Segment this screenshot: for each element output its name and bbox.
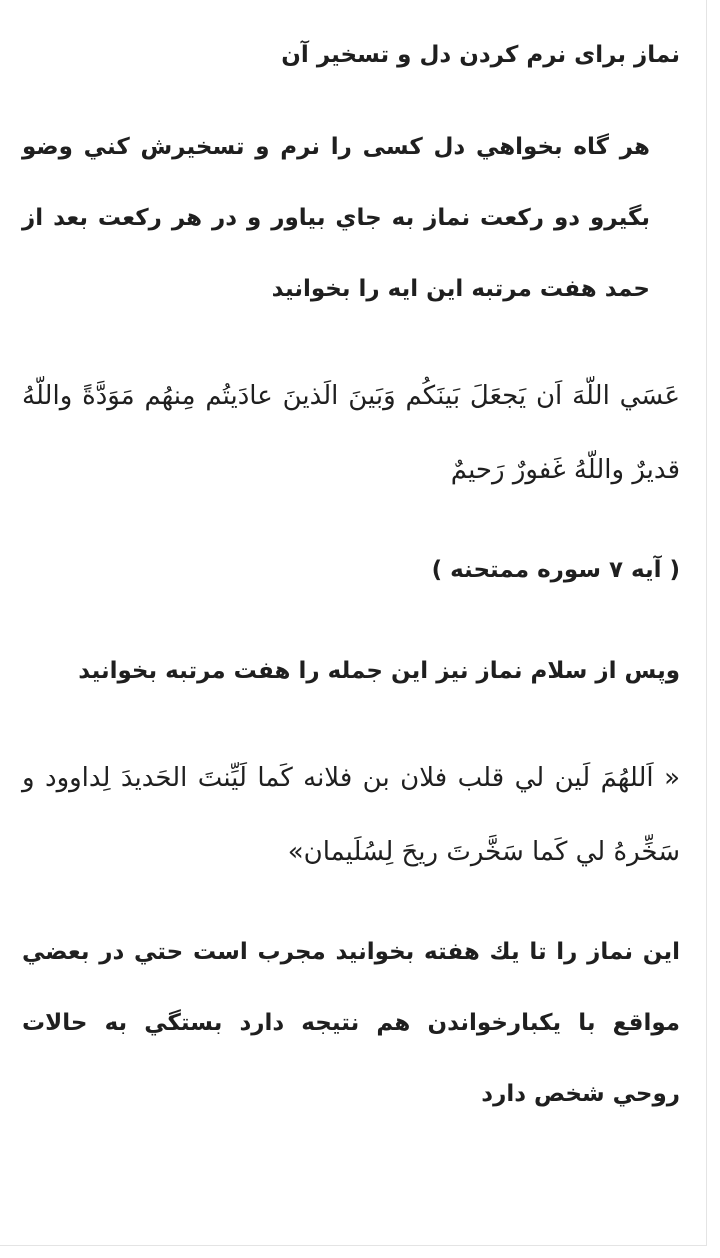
article-body [22,32,680,1164]
intro-paragraph: هر گاه بخواهي دل کسی را نرم و تسخيرش كني وضو بگيرو دو ركعت نماز به جاي بياور و در هر ركعت بعد از حمد هفت مرتبه اين ايه را بخوانيد [22,134,650,302]
after-prayer-paragraph: وپس از سلام نماز نيز اين جمله را هفت مرتبه بخوانيد [78,658,680,684]
page-title: نماز برای نرم کردن دل و تسخیر آن [281,42,680,68]
verse-reference: ( آيه ۷ سوره ممتحنه ) [431,557,680,583]
quran-verse: عَسَي اللّهَ اَن يَجعَلَ بَينَكُم وَبَينَ الَذينَ عادَيتُم مِنهُم مَوَدَّةً واللّهُ قديرٌ واللّهُ غَفورٌ رَحيمٌ [22,381,680,485]
dua-text: « اَللهُمَ لَين لي قلب فلان بن فلانه كَما لَيِّنتَ الحَديدَ لِداوود و سَخِّرهُ لي كَما سَخَّرتَ ريحَ لِسُلَيمان» [22,763,680,867]
closing-paragraph: اين نماز را تا يك هفته بخوانيد مجرب است حتي در بعضي مواقع با يكبارخواندن هم نتيجه دارد بستگي به حالات روحي شخص دارد [22,939,680,1107]
